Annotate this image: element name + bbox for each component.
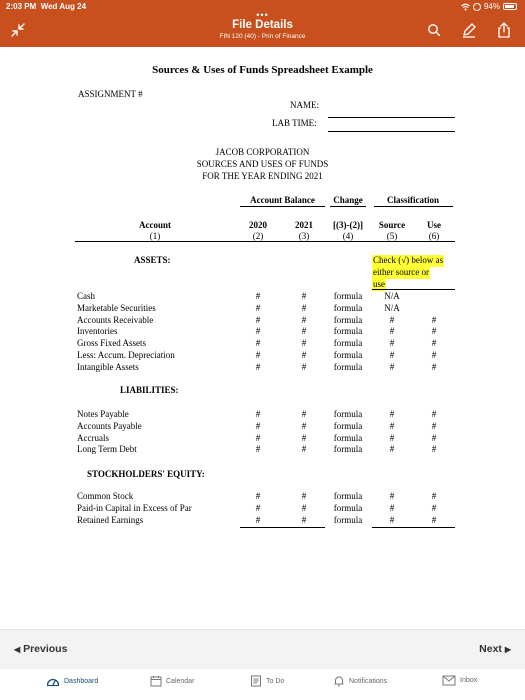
column-number: (2) <box>252 231 264 241</box>
previous-button[interactable]: ◀ Previous <box>14 643 68 655</box>
account-balance-header: Account Balance <box>250 195 315 205</box>
cell-use: # <box>431 361 437 372</box>
section-title: STOCKHOLDERS' EQUITY: <box>87 469 205 479</box>
account-name: Intangible Assets <box>77 361 139 372</box>
todo-icon <box>250 675 262 687</box>
cell-y2020: # <box>255 302 261 313</box>
header-bar <box>0 10 525 47</box>
cell-y2020: # <box>255 491 261 501</box>
cell-use: # <box>431 502 437 513</box>
dashboard-icon <box>46 675 60 687</box>
cell-change: formula <box>333 502 363 513</box>
cell-y2020: # <box>255 291 261 301</box>
tab-inbox[interactable]: Inbox <box>442 675 477 686</box>
check-note-line: either source or <box>373 267 429 277</box>
cell-y2021: # <box>301 326 307 337</box>
account-name: Accounts Receivable <box>77 314 154 325</box>
name-field-line <box>328 117 455 118</box>
cell-use: # <box>431 326 437 337</box>
cell-change: formula <box>333 350 363 360</box>
page-subtitle: FIN 120 (40) - Prin of Finance <box>219 33 306 40</box>
bell-icon <box>333 675 345 687</box>
cell-source: # <box>389 326 395 337</box>
assignment-label: ASSIGNMENT # <box>78 89 143 99</box>
cell-source: # <box>389 444 395 455</box>
column-number: (3) <box>298 231 310 241</box>
company-name: JACOB CORPORATION <box>215 147 310 157</box>
classification-header: Classification <box>386 195 439 205</box>
edit-icon[interactable] <box>459 20 479 40</box>
cell-y2020: # <box>255 350 261 360</box>
cell-change: formula <box>333 409 363 419</box>
cell-y2021: # <box>301 444 307 455</box>
search-icon[interactable] <box>424 20 444 40</box>
statement-period: FOR THE YEAR ENDING 2021 <box>202 171 323 181</box>
cell-source: # <box>389 514 395 525</box>
account-name: Marketable Securities <box>77 302 156 313</box>
cell-source: # <box>389 361 395 372</box>
balance-total-line <box>240 527 325 528</box>
tab-notifications[interactable]: Notifications <box>333 675 387 687</box>
cell-source: # <box>389 350 395 360</box>
cell-y2020: # <box>255 409 261 419</box>
cell-y2021: # <box>301 314 307 325</box>
column-header: Account <box>139 220 171 230</box>
account-name: Common Stock <box>77 491 134 501</box>
column-header: 2021 <box>295 220 313 230</box>
cell-y2021: # <box>301 502 307 513</box>
account-name: Accounts Payable <box>77 420 142 431</box>
column-number: (6) <box>428 231 440 241</box>
cell-y2020: # <box>255 502 261 513</box>
cell-use: # <box>431 420 437 431</box>
cell-y2021: # <box>301 338 307 349</box>
account-name: Accruals <box>77 432 109 443</box>
name-label: NAME: <box>290 100 319 110</box>
cell-y2020: # <box>255 326 261 337</box>
cell-source: N/A <box>384 291 400 301</box>
cell-use: # <box>431 514 437 525</box>
cell-source: # <box>389 491 395 501</box>
account-name: Inventories <box>77 326 118 337</box>
account-name: Cash <box>77 291 95 301</box>
change-header: Change <box>333 195 363 205</box>
check-note-line: use <box>373 279 385 289</box>
cell-change: formula <box>333 514 363 525</box>
cell-change: formula <box>333 420 363 431</box>
cell-y2021: # <box>301 491 307 501</box>
cell-change: formula <box>333 291 363 301</box>
classification-underline <box>374 206 453 207</box>
account-name: Retained Earnings <box>77 514 144 525</box>
cell-use: # <box>431 432 437 443</box>
cell-change: formula <box>333 491 363 501</box>
account-name: Paid-in Capital in Excess of Par <box>77 502 192 513</box>
account-balance-underline <box>240 206 325 207</box>
calendar-icon <box>150 675 162 687</box>
account-name: Less: Accum. Depreciation <box>77 350 175 360</box>
cell-source: # <box>389 432 395 443</box>
share-icon[interactable] <box>494 20 514 40</box>
cell-change: formula <box>333 361 363 372</box>
cell-change: formula <box>333 302 363 313</box>
cell-use: # <box>431 338 437 349</box>
cell-use: # <box>431 314 437 325</box>
section-title: ASSETS: <box>134 255 171 265</box>
cell-source: # <box>389 502 395 513</box>
cell-source: # <box>389 314 395 325</box>
battery-icon <box>503 3 517 10</box>
lab-time-label: LAB TIME: <box>272 118 317 128</box>
cell-source: N/A <box>384 302 400 313</box>
lab-time-field-line <box>328 131 455 132</box>
column-number: (5) <box>386 231 398 241</box>
statement-name: SOURCES AND USES OF FUNDS <box>196 159 329 169</box>
cell-y2021: # <box>301 291 307 301</box>
tab-todo[interactable]: To Do <box>250 675 284 687</box>
column-number: (4) <box>342 231 354 241</box>
note-underline <box>372 289 455 290</box>
cell-y2021: # <box>301 514 307 525</box>
cell-change: formula <box>333 338 363 349</box>
cell-source: # <box>389 338 395 349</box>
page-navigation <box>0 629 525 669</box>
cell-y2021: # <box>301 409 307 419</box>
cell-source: # <box>389 409 395 419</box>
cell-change: formula <box>333 314 363 325</box>
document-title: Sources & Uses of Funds Spreadsheet Example <box>152 64 373 76</box>
account-name: Gross Fixed Assets <box>77 338 147 349</box>
cell-y2020: # <box>255 338 261 349</box>
column-header: [(3)-(2)] <box>333 220 363 230</box>
cell-y2020: # <box>255 444 261 455</box>
cell-use: # <box>431 409 437 419</box>
next-button[interactable]: Next ▶ <box>479 643 511 655</box>
cell-y2020: # <box>255 432 261 443</box>
chevron-right-icon: ▶ <box>504 645 511 654</box>
column-header: 2020 <box>249 220 267 230</box>
cell-change: formula <box>333 432 363 443</box>
account-name: Notes Payable <box>77 409 129 419</box>
cell-use: # <box>431 444 437 455</box>
change-underline <box>330 206 366 207</box>
cell-y2021: # <box>301 350 307 360</box>
cell-change: formula <box>333 326 363 337</box>
cell-y2020: # <box>255 361 261 372</box>
section-title: LIABILITIES: <box>120 385 179 395</box>
tab-dashboard[interactable]: Dashboard <box>46 675 98 687</box>
column-header: Use <box>427 220 441 230</box>
multitasking-dots[interactable]: ••• <box>256 10 269 20</box>
battery-percent: 94% <box>483 2 500 11</box>
cell-y2020: # <box>255 420 261 431</box>
check-note-line: Check (√) below as <box>373 255 444 265</box>
cell-y2021: # <box>301 420 307 431</box>
column-number: (1) <box>149 231 161 241</box>
cell-change: formula <box>333 444 363 455</box>
document-page <box>0 47 525 629</box>
cell-y2020: # <box>255 514 261 525</box>
cell-y2020: # <box>255 314 261 325</box>
account-name: Long Term Debt <box>77 444 137 455</box>
page-title: File Details <box>232 19 293 31</box>
cell-use: # <box>431 350 437 360</box>
cell-source: # <box>389 420 395 431</box>
cell-y2021: # <box>301 361 307 372</box>
inbox-icon <box>442 675 456 686</box>
cell-use: # <box>431 491 437 501</box>
classification-total-line <box>372 527 455 528</box>
header-divider <box>75 241 455 242</box>
cell-y2021: # <box>301 302 307 313</box>
chevron-left-icon: ◀ <box>14 645 21 654</box>
column-header: Source <box>378 220 406 230</box>
status-time: 2:03 PM Wed Aug 24 <box>6 2 87 11</box>
tab-calendar[interactable]: Calendar <box>150 675 194 687</box>
cell-y2021: # <box>301 432 307 443</box>
tab-bar <box>0 669 525 700</box>
